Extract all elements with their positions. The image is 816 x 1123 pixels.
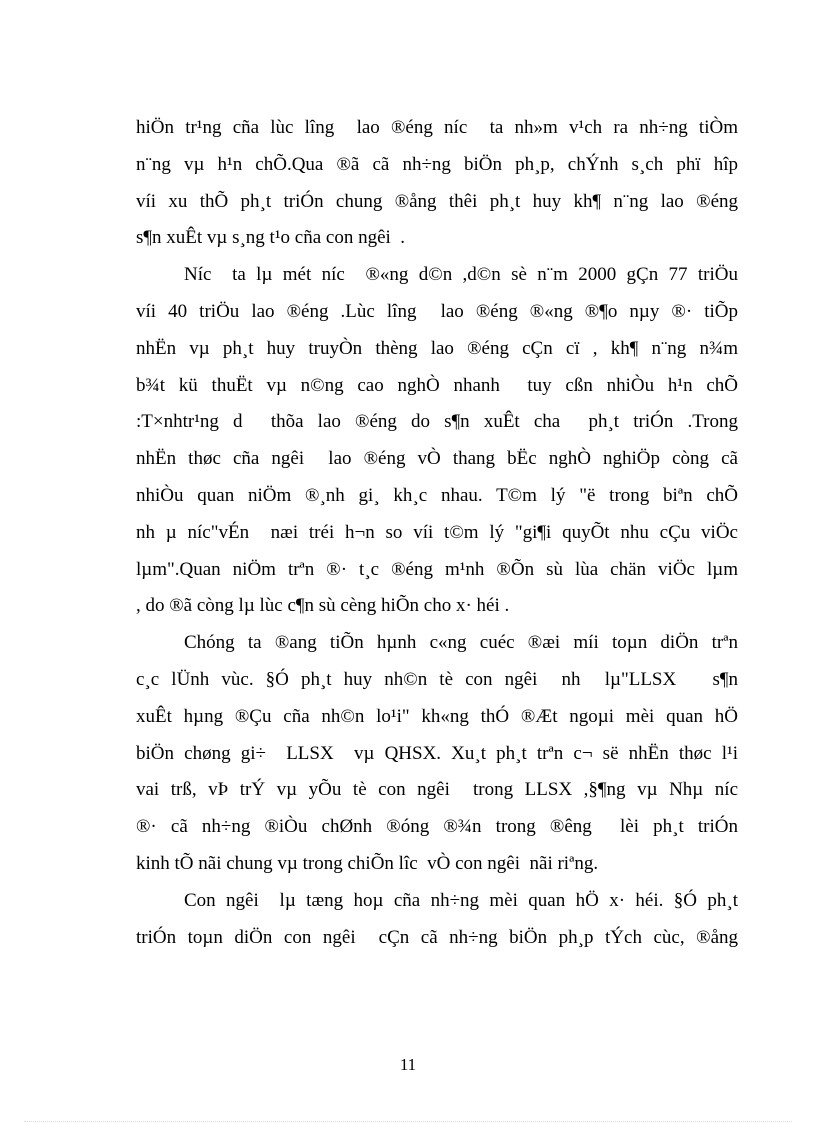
page-number: 11 <box>399 1055 417 1074</box>
text-line: s¶n xuÊt vµ s¸ng t¹o cña con ngêi . <box>136 227 406 249</box>
text-line: Con ngêi lµ tæng hoµ cña nh÷ng mèi quan hÖ x· héi. §Ó ph¸t <box>184 889 738 911</box>
text-line: biÖn chøng gi÷ LLSX vµ QHSX. Xu¸t ph¸t trªn c¬ së nhËn thøc l¹i <box>136 742 738 764</box>
text-line: vai trß, vÞ trÝ vµ yÕu tè con ngêi trong LLSX ,§¶ng vµ Nhµ níc <box>136 779 738 801</box>
text-line: nhËn thøc cña ngêi lao ®éng vÒ thang bËc nghÒ nghiÖp còng cã <box>136 448 738 470</box>
page-bottom-divider <box>24 1121 792 1122</box>
text-line: Chóng ta ®ang tiÕn hµnh c«ng cuéc ®æi míi toµn diÖn trªn <box>184 632 738 654</box>
text-line: n¨ng vµ h¹n chÕ.Qua ®ã cã nh÷ng biÖn ph¸p, chÝnh s¸ch phï hîp <box>136 153 738 175</box>
text-line: kinh tÕ nãi chung vµ trong chiÕn lîc vÒ con ngêi nãi riªng. <box>136 852 599 874</box>
text-line: víi xu thÕ ph¸t triÓn chung ®ång thêi ph¸t huy kh¶ n¨ng lao ®éng <box>136 190 738 212</box>
text-line: xuÊt hµng ®Çu cña nh©n lo¹i" kh«ng thÓ ®Æt ngoµi mèi quan hÖ <box>136 705 738 727</box>
text-line: nh µ níc"vÉn næi tréi h¬n so víi t©m lý "gi¶i quyÕt nhu cÇu viÖc <box>136 521 738 543</box>
text-line: víi 40 triÖu lao ®éng .Lùc lîng lao ®éng ®«ng ®¶o nµy ®· tiÕp <box>136 300 738 322</box>
text-line: ®· cã nh÷ng ®iÒu chØnh ®óng ®¾n trong ®êng lèi ph¸t triÓn <box>136 816 738 838</box>
text-line: nhËn vµ ph¸t huy truyÒn thèng lao ®éng cÇn cï , kh¶ n¨ng n¾m <box>136 337 738 359</box>
text-line: nhiÒu quan niÖm ®¸nh gi¸ kh¸c nhau. T©m lý "ë trong biªn chÕ <box>136 484 738 506</box>
text-line: c¸c lÜnh vùc. §Ó ph¸t huy nh©n tè con ngêi nh lµ"LLSX s¶n <box>136 668 738 690</box>
text-line: lµm".Quan niÖm trªn ®· t¸c ®éng m¹nh ®Õn sù lùa chän viÖc lµm <box>136 558 738 580</box>
text-line: b¾t kü thuËt vµ n©ng cao nghÒ nhanh tuy cßn nhiÒu h¹n chÕ <box>136 374 738 396</box>
text-line: , do ®ã còng lµ lùc c¶n sù cèng hiÕn cho x· héi . <box>136 595 510 617</box>
text-line: Níc ta lµ mét níc ®«ng d©n ,d©n sè n¨m 2000 gÇn 77 triÖu <box>184 264 738 286</box>
text-line: hiÖn tr¹ng cña lùc lîng lao ®éng níc ta nh»m v¹ch ra nh÷ng tiÒm <box>136 117 738 138</box>
text-line: :T×nhtr¹ng d thõa lao ®éng do s¶n xuÊt cha ph¸t triÓn .Trong <box>136 411 738 433</box>
text-line: triÓn toµn diÖn con ngêi cÇn cã nh÷ng biÖn ph¸p tÝch cùc, ®ång <box>136 926 738 948</box>
body-text <box>136 110 738 956</box>
